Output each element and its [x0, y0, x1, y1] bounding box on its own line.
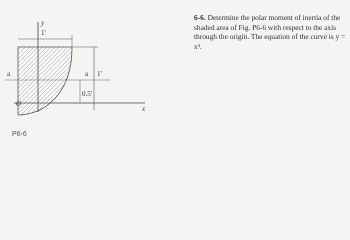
problem-text: Determine the polar moment of inertia of the shaded area of Fig. P6-6 with respect to the axis through the origin. The equation of the curve is	[194, 13, 341, 42]
problem-statement	[194, 13, 346, 51]
figure-caption: P6-6	[12, 131, 27, 138]
origin-label: O	[16, 100, 22, 108]
x-axis-label: x	[142, 105, 146, 113]
bottom-dimension-label: 0.5'	[82, 90, 93, 98]
problem-number: 6-6.	[194, 13, 206, 22]
shaded-area	[18, 47, 72, 115]
inner-label: a	[85, 70, 89, 78]
top-dimension-label: 1'	[41, 29, 46, 37]
curve-equation: y = x³.	[194, 32, 346, 51]
left-tick-label: a	[7, 70, 11, 78]
y-axis-label: y	[41, 19, 45, 27]
right-dimension-label: 1'	[97, 70, 102, 78]
